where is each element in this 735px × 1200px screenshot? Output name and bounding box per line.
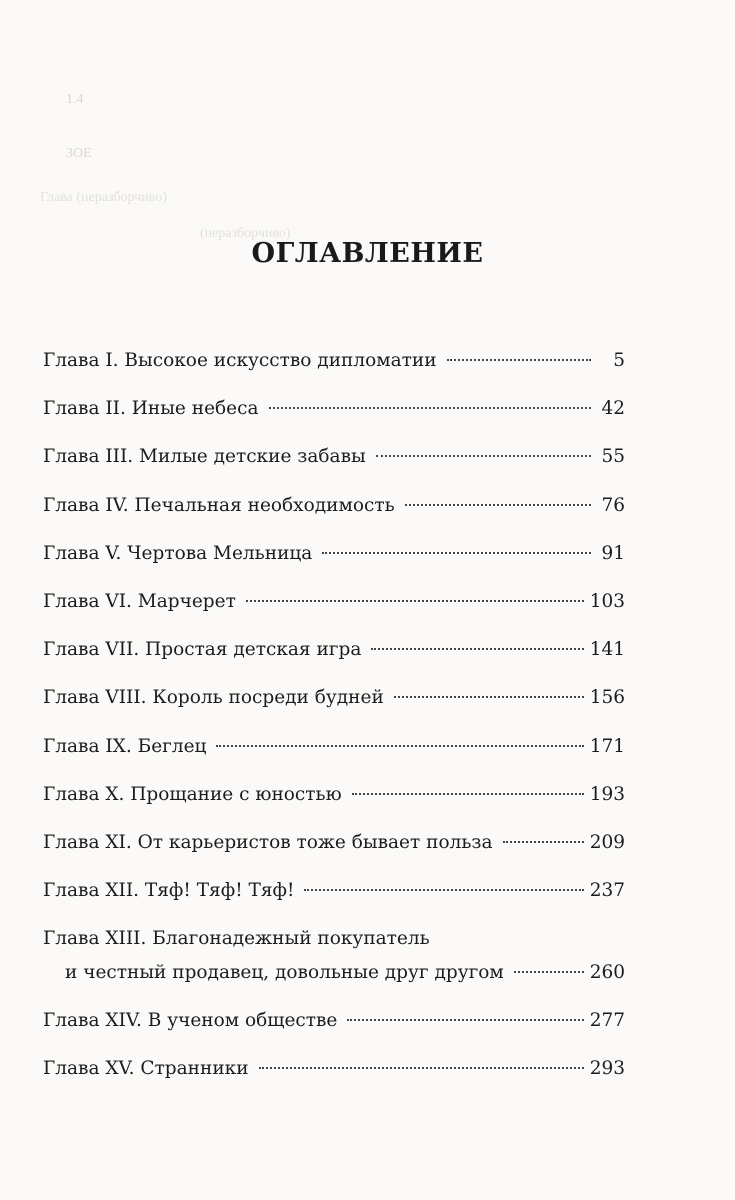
toc-entry-page: 277 <box>589 1010 625 1032</box>
toc-entry[interactable] <box>43 922 625 990</box>
toc-entry-label: Глава IV. Печальная необходимость <box>43 494 395 516</box>
toc-entry-page: 260 <box>589 962 625 984</box>
toc-entry-label: Глава XV. Странники <box>43 1058 249 1080</box>
toc-entry-label: Глава X. Прощание с юностью <box>43 783 342 805</box>
toc-entry-continuation <box>43 956 625 990</box>
toc-entry[interactable] <box>43 730 625 778</box>
toc-entry-label: Глава XIII. Благонадежный покупатель <box>43 928 430 950</box>
dot-leader <box>405 504 591 506</box>
toc-entry-label: Глава VI. Марчерет <box>43 590 236 612</box>
bleed-through-text: ЗОЕ <box>66 146 92 161</box>
toc-entry[interactable] <box>43 826 625 874</box>
toc-entry-label: Глава XI. От карьеристов тоже бывает польза <box>43 831 493 853</box>
toc-entry-label: Глава V. Чертова Мельница <box>43 542 313 564</box>
dot-leader <box>371 648 583 650</box>
dot-leader <box>246 600 584 602</box>
toc-entry-page: 91 <box>601 542 625 564</box>
dot-leader <box>376 455 591 457</box>
toc-entry-label: Глава VIII. Король посреди будней <box>43 687 384 709</box>
toc-entry-page: 237 <box>589 880 625 902</box>
toc-entry-page: 103 <box>589 590 625 612</box>
dot-leader <box>347 1019 583 1021</box>
dot-leader <box>514 971 584 973</box>
table-of-contents <box>43 344 625 1101</box>
toc-entry-page: 55 <box>601 446 625 468</box>
toc-entry-page: 171 <box>589 735 625 757</box>
toc-entry-label: Глава III. Милые детские забавы <box>43 446 366 468</box>
toc-entry[interactable] <box>43 392 625 440</box>
page-title: ОГЛАВЛЕНИЕ <box>251 238 484 269</box>
dot-leader <box>322 552 591 554</box>
toc-entry-label: Глава XIV. В ученом обществе <box>43 1010 338 1032</box>
toc-entry-label-line2: и честный продавец, довольные друг другом <box>65 962 504 984</box>
toc-entry-label: Глава XII. Тяф! Тяф! Тяф! <box>43 880 295 902</box>
toc-entry-page: 293 <box>589 1058 625 1080</box>
bleed-through-text: Глава (неразборчиво) <box>40 190 167 205</box>
dot-leader <box>394 696 584 698</box>
toc-entry[interactable] <box>43 489 625 537</box>
toc-entry-page: 42 <box>601 398 625 420</box>
toc-entry[interactable] <box>43 1052 625 1100</box>
toc-entry-page: 76 <box>601 494 625 516</box>
toc-entry-page: 193 <box>589 783 625 805</box>
toc-entry-page: 141 <box>589 639 625 661</box>
toc-entry-page: 209 <box>589 831 625 853</box>
toc-entry-label: Глава II. Иные небеса <box>43 398 259 420</box>
toc-entry-label: Глава I. Высокое искусство дипломатии <box>43 350 437 371</box>
dot-leader <box>269 407 591 409</box>
toc-entry[interactable] <box>43 778 625 826</box>
dot-leader <box>352 793 584 795</box>
toc-entry[interactable] <box>43 440 625 488</box>
toc-entry-label: Глава IX. Беглец <box>43 735 207 757</box>
bleed-through-text: 1.4 <box>66 92 84 107</box>
toc-entry[interactable] <box>43 874 625 922</box>
toc-entry[interactable] <box>43 537 625 585</box>
toc-entry[interactable] <box>43 633 625 681</box>
toc-entry[interactable] <box>43 344 625 392</box>
dot-leader <box>447 359 591 361</box>
toc-entry[interactable] <box>43 1004 625 1052</box>
bleed-through-text: (неразборчиво) <box>200 226 291 241</box>
toc-entry[interactable] <box>43 681 625 729</box>
toc-entry-page: 156 <box>589 687 625 709</box>
toc-entry-page: 5 <box>613 350 625 371</box>
dot-leader <box>216 745 583 747</box>
toc-entry-label: Глава VII. Простая детская игра <box>43 639 362 661</box>
dot-leader <box>503 841 584 843</box>
dot-leader <box>304 889 583 891</box>
dot-leader <box>259 1067 584 1069</box>
toc-entry[interactable] <box>43 585 625 633</box>
